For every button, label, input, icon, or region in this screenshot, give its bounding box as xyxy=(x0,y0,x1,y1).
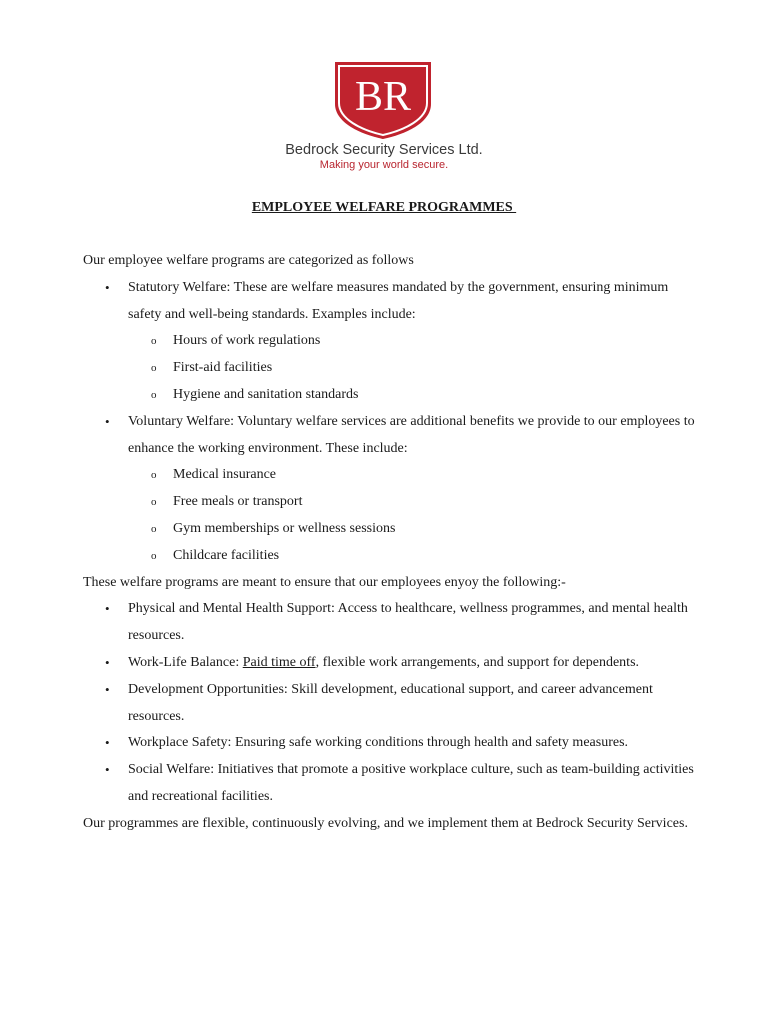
list-item-development: • Development Opportunities: Skill development, educational support, and career advancement resources. xyxy=(83,677,703,731)
circle-bullet-icon: o xyxy=(151,549,157,562)
circle-bullet-icon: o xyxy=(151,388,157,401)
list-item-voluntary xyxy=(83,409,703,570)
logo-monogram: BR xyxy=(354,74,412,120)
list-item: o Childcare facilities xyxy=(128,543,703,570)
voluntary-examples-list xyxy=(128,462,703,569)
company-logo xyxy=(278,58,490,176)
circle-bullet-icon: o xyxy=(151,496,157,509)
bullet-icon: • xyxy=(105,654,110,670)
company-name: Bedrock Security Services Ltd. xyxy=(285,142,483,158)
company-tagline: Making your world secure. xyxy=(319,159,449,171)
closing-paragraph: Our programmes are flexible, continuously evolving, and we implement them at Bedrock Security Services. xyxy=(83,815,688,831)
circle-bullet-icon: o xyxy=(151,469,157,482)
bullet-icon: • xyxy=(105,413,110,429)
bullet-icon: • xyxy=(105,681,110,697)
list-item-health: • Physical and Mental Health Support: Access to healthcare, wellness programmes, and mental health resources. xyxy=(83,596,703,650)
document-title: EMPLOYEE WELFARE PROGRAMMES xyxy=(251,200,517,215)
list-item-social: • Social Welfare: Initiatives that promote a positive workplace culture, such as team-building activities and recreational facilities. xyxy=(83,757,703,811)
circle-bullet-icon: o xyxy=(151,335,157,348)
list-item: o Gym memberships or wellness sessions xyxy=(128,516,703,543)
intro-paragraph: Our employee welfare programs are categorized as follows xyxy=(83,253,414,268)
list-item-safety: • Workplace Safety: Ensuring safe working conditions through health and safety measures. xyxy=(83,730,703,757)
bullet-icon: • xyxy=(105,762,110,778)
statutory-examples-list xyxy=(128,328,703,408)
list-item: o Hours of work regulations xyxy=(128,328,703,355)
benefits-intro-paragraph: These welfare programs are meant to ensure that our employees enyoy the following:- xyxy=(83,574,566,590)
circle-bullet-icon: o xyxy=(151,362,157,375)
list-item: o Medical insurance xyxy=(128,462,703,489)
shield-logo-icon xyxy=(333,60,433,140)
list-item-statutory xyxy=(83,275,703,409)
circle-bullet-icon: o xyxy=(151,522,157,535)
list-item: o Hygiene and sanitation standards xyxy=(128,382,703,409)
document-body xyxy=(83,248,703,838)
bullet-icon: • xyxy=(105,601,110,617)
list-item: o First-aid facilities xyxy=(128,355,703,382)
benefits-list xyxy=(83,596,703,810)
list-item-work-life: • Work-Life Balance: Paid time off, flexible work arrangements, and support for dependents. xyxy=(83,650,703,677)
voluntary-welfare-text: Voluntary Welfare: Voluntary welfare services are additional benefits we provide to our employees to enhance the working environment. These include: xyxy=(128,413,695,456)
bullet-icon: • xyxy=(105,735,110,751)
statutory-welfare-text: Statutory Welfare: These are welfare measures mandated by the government, ensuring minimum safety and well-being standards. Examples include: xyxy=(128,279,669,322)
paid-time-off-link[interactable]: Paid time off xyxy=(242,654,316,670)
list-item: o Free meals or transport xyxy=(128,489,703,516)
category-list xyxy=(83,275,703,570)
bullet-icon: • xyxy=(105,279,110,295)
